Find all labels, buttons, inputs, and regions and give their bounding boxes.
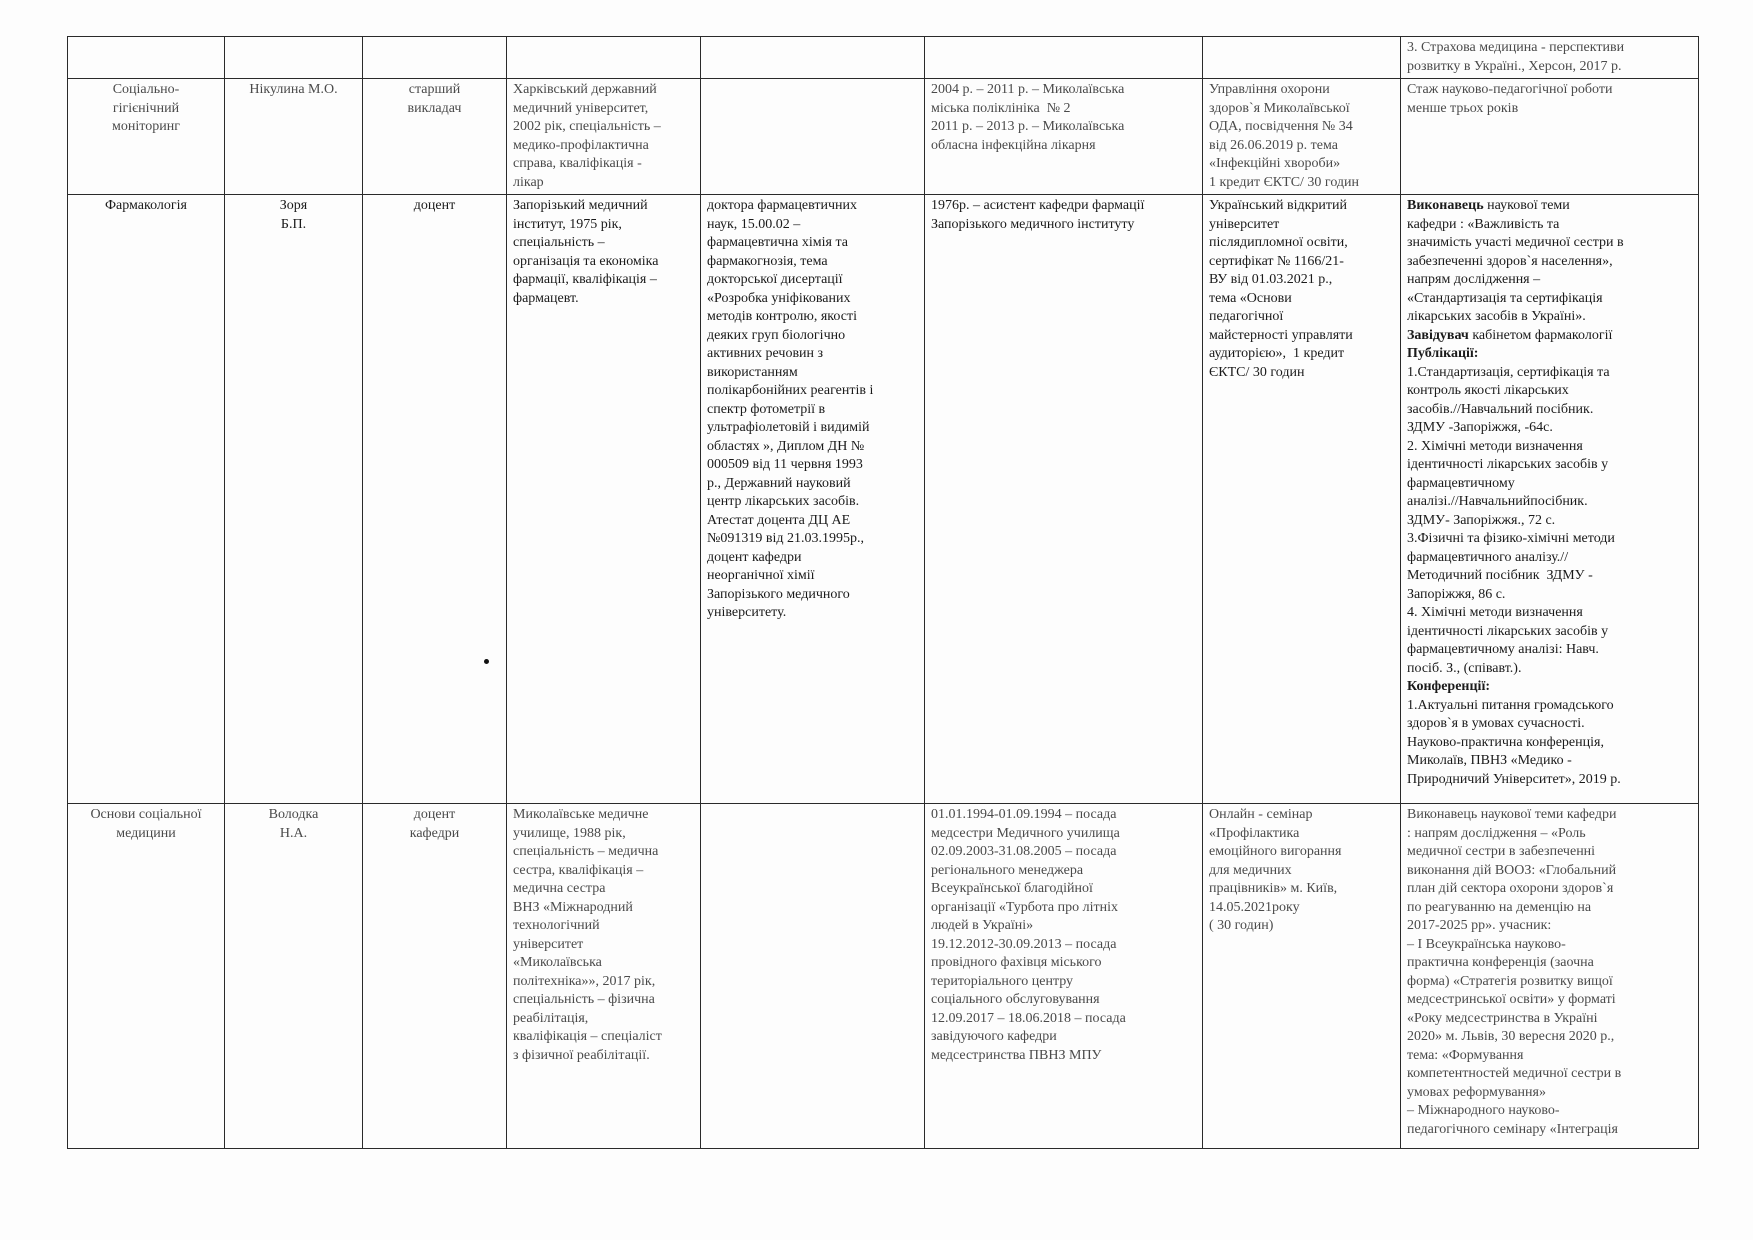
text-line: умовах реформування» — [1407, 1084, 1546, 1100]
text-line: спеціальність – — [513, 235, 605, 250]
text-line: фармацевт. — [513, 290, 579, 306]
text-line: фармацевтичному — [1407, 475, 1515, 491]
text-line: доктора фармацевтичних — [707, 198, 858, 213]
text-line: Український відкритий — [1209, 198, 1347, 213]
text-line: університету. — [707, 605, 787, 620]
text-run: кабінетом фармакології — [1468, 327, 1613, 343]
text-line: значимість участі медичної сестри в — [1407, 235, 1624, 250]
education-cell — [507, 195, 701, 804]
text-line: кафедри — [409, 825, 460, 841]
text-line: ультрафіолетовій і видимій — [707, 420, 870, 435]
text-line: наук, 15.00.02 – — [707, 216, 801, 232]
text-line: центр лікарських засобів. — [707, 494, 860, 509]
text-line: 19.12.2012-30.09.2013 – посада — [931, 936, 1117, 952]
text-line: практична конференція (заочна — [1407, 955, 1594, 970]
position-cell — [363, 195, 507, 804]
text-line: ВНЗ «Міжнародний — [513, 899, 633, 915]
text-line: Онлайн - семінар — [1209, 807, 1313, 822]
text-line: аналізі.//Навчальнийпосібник. — [1407, 494, 1588, 509]
text-line: фармацевтична хімія та — [707, 235, 848, 250]
text-line: університет — [513, 936, 584, 952]
experience-cell — [925, 37, 1203, 79]
text-run: наукової теми — [1483, 198, 1570, 213]
text-line: Запоріжжя, 86 с. — [1407, 586, 1506, 602]
table-row — [68, 37, 1699, 79]
text-line: Методичний посібник ЗДМУ - — [1407, 568, 1593, 583]
text-line: Миколаївське медичне — [513, 807, 649, 822]
text-line: гігієнічний — [112, 100, 180, 116]
training-cell — [1203, 37, 1401, 79]
text-line: «Профілактика — [1209, 825, 1300, 841]
text-line: Б.П. — [280, 216, 307, 232]
education-cell — [507, 37, 701, 79]
degree-cell — [701, 195, 925, 804]
text-line: технологічний — [513, 918, 600, 933]
executor-label: Виконавець — [1407, 198, 1484, 213]
text-line: від 26.06.2019 р. тема — [1209, 137, 1338, 153]
text-line: 1 кредит ЄКТС/ 30 годин — [1209, 174, 1360, 190]
text-line: ЄКТС/ 30 годин — [1209, 364, 1305, 380]
text-line: 01.01.1994-01.09.1994 – посада — [931, 807, 1117, 822]
experience-cell — [925, 195, 1203, 804]
text-line: ідентичності лікарських засобів у — [1407, 457, 1609, 472]
text-line: по реагуванню на деменцію на — [1407, 899, 1592, 915]
text-line: реабілітація, — [513, 1010, 589, 1026]
text-line: 2004 р. – 2011 р. – Миколаївська — [931, 82, 1125, 97]
text-line: виконання дій ВООЗ: «Глобальний — [1407, 862, 1617, 878]
text-line: розвитку в Україні., Херсон, 2017 р. — [1407, 58, 1622, 74]
text-line: тема: «Формування — [1407, 1047, 1524, 1063]
text-line: форма) «Стратегія розвитку вищої — [1407, 973, 1613, 989]
text-line: територіального центру — [931, 973, 1074, 989]
text-line: Виконавець наукової теми кафедри — [1407, 807, 1617, 822]
text-line: 1976р. – асистент кафедри фармації — [931, 198, 1145, 213]
text-line: Запорізького медичного — [707, 586, 850, 602]
text-line: використанням — [707, 364, 798, 380]
text-line: доцент кафедри — [707, 549, 802, 565]
text-line: забезпеченні здоров`я населення», — [1407, 253, 1613, 269]
text-line: Фармакологія — [104, 198, 187, 213]
text-line: емоційного вигорання — [1209, 844, 1342, 859]
text-line: моніторинг — [112, 119, 180, 134]
discipline-cell — [68, 195, 225, 804]
text-line: неорганічної хімії — [707, 568, 815, 583]
text-line: сертифікат № 1166/21- — [1209, 253, 1344, 269]
text-line: кафедри : «Важливість та — [1407, 216, 1560, 232]
text-line: 2020» м. Львів, 30 вересня 2020 р., — [1407, 1029, 1615, 1044]
text-line: 02.09.2003-31.08.2005 – посада — [931, 844, 1117, 859]
name-cell — [225, 195, 363, 804]
text-line: полікарбонійних реагентів і — [707, 383, 874, 398]
conferences-heading: Конференції: — [1407, 679, 1490, 694]
activity-cell — [1401, 195, 1699, 804]
text-line: докторської дисертації — [707, 272, 843, 287]
discipline-cell — [68, 79, 225, 195]
text-line — [1407, 197, 1692, 216]
text-line: фармації, кваліфікація – — [513, 272, 657, 287]
text-line: медичної сестри в забезпеченні — [1407, 844, 1596, 859]
text-line: засобів.//Навчальний посібник. — [1407, 401, 1594, 417]
text-line: старший — [408, 82, 461, 97]
text-line: план дій сектора охорони здоров`я — [1407, 881, 1614, 896]
publications-heading: Публікації: — [1407, 346, 1479, 361]
text-line: деяких груп біологічно — [707, 327, 846, 343]
text-line: медичний університет, — [513, 100, 649, 116]
text-line: сестра, кваліфікація – — [513, 862, 644, 878]
text-line: ЗДМУ -Запоріжжя, -64с. — [1407, 420, 1553, 435]
discipline-cell — [68, 37, 225, 79]
position-cell — [363, 79, 507, 195]
text-line: «Розробка уніфікованих — [707, 290, 851, 306]
text-line: педагогічного семінару «Інтеграція — [1407, 1121, 1618, 1137]
text-line: 2002 рік, спеціальність – — [513, 119, 661, 134]
text-line: політехніка»», 2017 рік, — [513, 973, 656, 989]
text-line: ідентичності лікарських засобів у — [1407, 623, 1609, 639]
name-cell — [225, 79, 363, 195]
text-line: – І Всеукраїнська науково- — [1407, 936, 1566, 952]
text-line: Атестат доцента ДЦ АЕ — [707, 512, 851, 528]
text-line: 14.05.2021року — [1209, 899, 1300, 915]
text-line: аудиторією», 1 кредит — [1209, 346, 1345, 361]
text-line: фармакогнозія, тема — [707, 253, 828, 269]
text-line: справа, кваліфікація - — [513, 156, 642, 171]
text-line: ( 30 годин) — [1209, 918, 1274, 933]
text-line: міська поліклініка № 2 — [931, 100, 1071, 116]
text-line: Зоря — [279, 198, 308, 213]
text-line: викладач — [407, 100, 462, 116]
text-line: Соціально- — [112, 82, 180, 97]
text-line: Основи соціальної — [90, 807, 202, 822]
text-line: Нікулина М.О. — [249, 82, 338, 97]
text-line: Науково-практична конференція, — [1407, 734, 1604, 750]
text-line: фармацевтичного аналізу.// — [1407, 549, 1569, 565]
text-line: медсестринської освіти» у форматі — [1407, 992, 1616, 1007]
text-line: для медичних — [1209, 862, 1292, 878]
text-line: медсестри Медичного училища — [931, 825, 1120, 841]
text-line: Всеукраїнської благодійної — [931, 881, 1093, 896]
text-line: майстерності управляти — [1209, 327, 1353, 343]
text-line: : напрям дослідження – «Роль — [1407, 825, 1586, 841]
text-line: завідуючого кафедри — [931, 1029, 1057, 1044]
position-cell — [363, 804, 507, 1149]
text-line: 2017-2025 рр». учасник: — [1407, 918, 1552, 933]
text-line: регіонального менеджера — [931, 862, 1084, 878]
text-line: областях », Диплом ДН № — [707, 438, 865, 454]
text-line: «Стандартизація та сертифікація — [1407, 290, 1603, 306]
text-line: «Інфекційні хвороби» — [1209, 156, 1341, 171]
text-line: 4. Хімічні методи визначення — [1407, 605, 1583, 620]
staff-table — [67, 36, 1699, 1149]
text-line: р., Державний науковий — [707, 475, 851, 491]
text-line: посіб. З., (співавт.). — [1407, 660, 1522, 676]
text-line: «Року медсестринства в Україні — [1407, 1010, 1598, 1026]
text-line: доцент — [413, 807, 456, 822]
text-line: ЗДМУ- Запоріжжя., 72 с. — [1407, 512, 1556, 528]
text-line: контроль якості лікарських — [1407, 383, 1569, 398]
text-line: університет — [1209, 216, 1280, 232]
degree-cell — [701, 79, 925, 195]
text-line: соціального обслуговування — [931, 992, 1100, 1007]
text-line: Запорізького медичного інституту — [931, 216, 1135, 232]
text-line: Харківський державний — [513, 82, 657, 97]
text-line: 3.Фізичні та фізико-хімічні методи — [1407, 531, 1615, 546]
text-line: післядипломної освіти, — [1209, 235, 1348, 250]
name-cell — [225, 804, 363, 1149]
text-line: ОДА, посвідчення № 34 — [1209, 119, 1353, 134]
text-line: педагогічної — [1209, 309, 1284, 324]
education-cell — [507, 804, 701, 1149]
text-line: менше трьох років — [1407, 100, 1519, 116]
text-line: Природничий Університет», 2019 р. — [1407, 771, 1621, 787]
text-line: інститут, 1975 рік, — [513, 216, 622, 232]
table-row — [68, 195, 1699, 804]
text-line: спеціальність – фізична — [513, 992, 655, 1007]
text-line: напрям дослідження – — [1407, 272, 1541, 287]
text-line: Стаж науково-педагогічної роботи — [1407, 82, 1613, 97]
text-line: 000509 від 11 червня 1993 — [707, 457, 863, 472]
training-cell — [1203, 79, 1401, 195]
text-line: медична сестра — [513, 881, 606, 896]
text-line: спеціальність – медична — [513, 844, 659, 859]
training-cell — [1203, 195, 1401, 804]
table-row — [68, 79, 1699, 195]
text-line: – Міжнародного науково- — [1407, 1103, 1560, 1118]
activity-cell — [1401, 804, 1699, 1149]
text-line: Н.А. — [279, 825, 308, 841]
text-line: з фізичної реабілітації. — [513, 1047, 650, 1063]
education-cell — [507, 79, 701, 195]
text-line: 2. Хімічні методи визначення — [1407, 438, 1583, 454]
text-line: училище, 1988 рік, — [513, 825, 626, 841]
text-line: №091319 від 21.03.1995р., — [707, 531, 864, 546]
text-line: обласна інфекційна лікарня — [931, 137, 1096, 153]
text-line: організації «Турбота про літніх — [931, 899, 1119, 915]
text-line: здоров`я Миколаївської — [1209, 100, 1350, 116]
text-line: 1.Актуальні питання громадського — [1407, 697, 1614, 713]
text-line: компетентностей медичної сестри в — [1407, 1066, 1622, 1081]
text-line: провідного фахівця міського — [931, 955, 1102, 970]
training-cell — [1203, 804, 1401, 1149]
name-cell — [225, 37, 363, 79]
text-line: фармацевтичному аналізі: Навч. — [1407, 642, 1599, 657]
text-line: медико-профілактична — [513, 137, 649, 153]
text-line: 12.09.2017 – 18.06.2018 – посада — [931, 1010, 1126, 1026]
text-line: 2011 р. – 2013 р. – Миколаївська — [931, 119, 1125, 134]
degree-cell — [701, 804, 925, 1149]
discipline-cell — [68, 804, 225, 1149]
text-line: лікар — [513, 174, 544, 190]
activity-cell — [1401, 37, 1699, 79]
table-row — [68, 804, 1699, 1149]
text-line: медицини — [116, 825, 176, 841]
text-line — [1407, 327, 1692, 346]
text-line: спектр фотометрії в — [707, 401, 826, 417]
text-line: працівників» м. Київ, — [1209, 881, 1338, 896]
text-line: медсестринства ПВНЗ МПУ — [931, 1047, 1102, 1063]
head-label: Завідувач — [1407, 327, 1469, 343]
text-line: «Миколаївська — [513, 955, 602, 970]
activity-cell — [1401, 79, 1699, 195]
text-line: 3. Страхова медицина - перспективи — [1407, 40, 1625, 55]
experience-cell — [925, 804, 1203, 1149]
text-line: тема «Основи — [1209, 290, 1292, 306]
text-line: людей в Україні» — [931, 918, 1034, 933]
text-line: активних речовин з — [707, 346, 824, 361]
degree-cell — [701, 37, 925, 79]
text-line: лікарських засобів в Україні». — [1407, 309, 1586, 324]
text-line: Запорізький медичний — [513, 198, 648, 213]
text-line: Управління охорони — [1209, 82, 1330, 97]
text-line: кваліфікація – спеціаліст — [513, 1029, 662, 1044]
text-line: ВУ від 01.03.2021 р., — [1209, 272, 1333, 287]
text-line: здоров`я в умовах сучасності. — [1407, 716, 1585, 731]
text-line: доцент — [413, 198, 456, 213]
position-cell — [363, 37, 507, 79]
text-line: Володка — [268, 807, 319, 822]
text-line: 1.Стандартизація, сертифікація та — [1407, 364, 1610, 380]
text-line: Миколаїв, ПВНЗ «Медико - — [1407, 753, 1572, 768]
text-line: методів контролю, якості — [707, 309, 857, 324]
experience-cell — [925, 79, 1203, 195]
text-line: організація та економіка — [513, 253, 659, 269]
